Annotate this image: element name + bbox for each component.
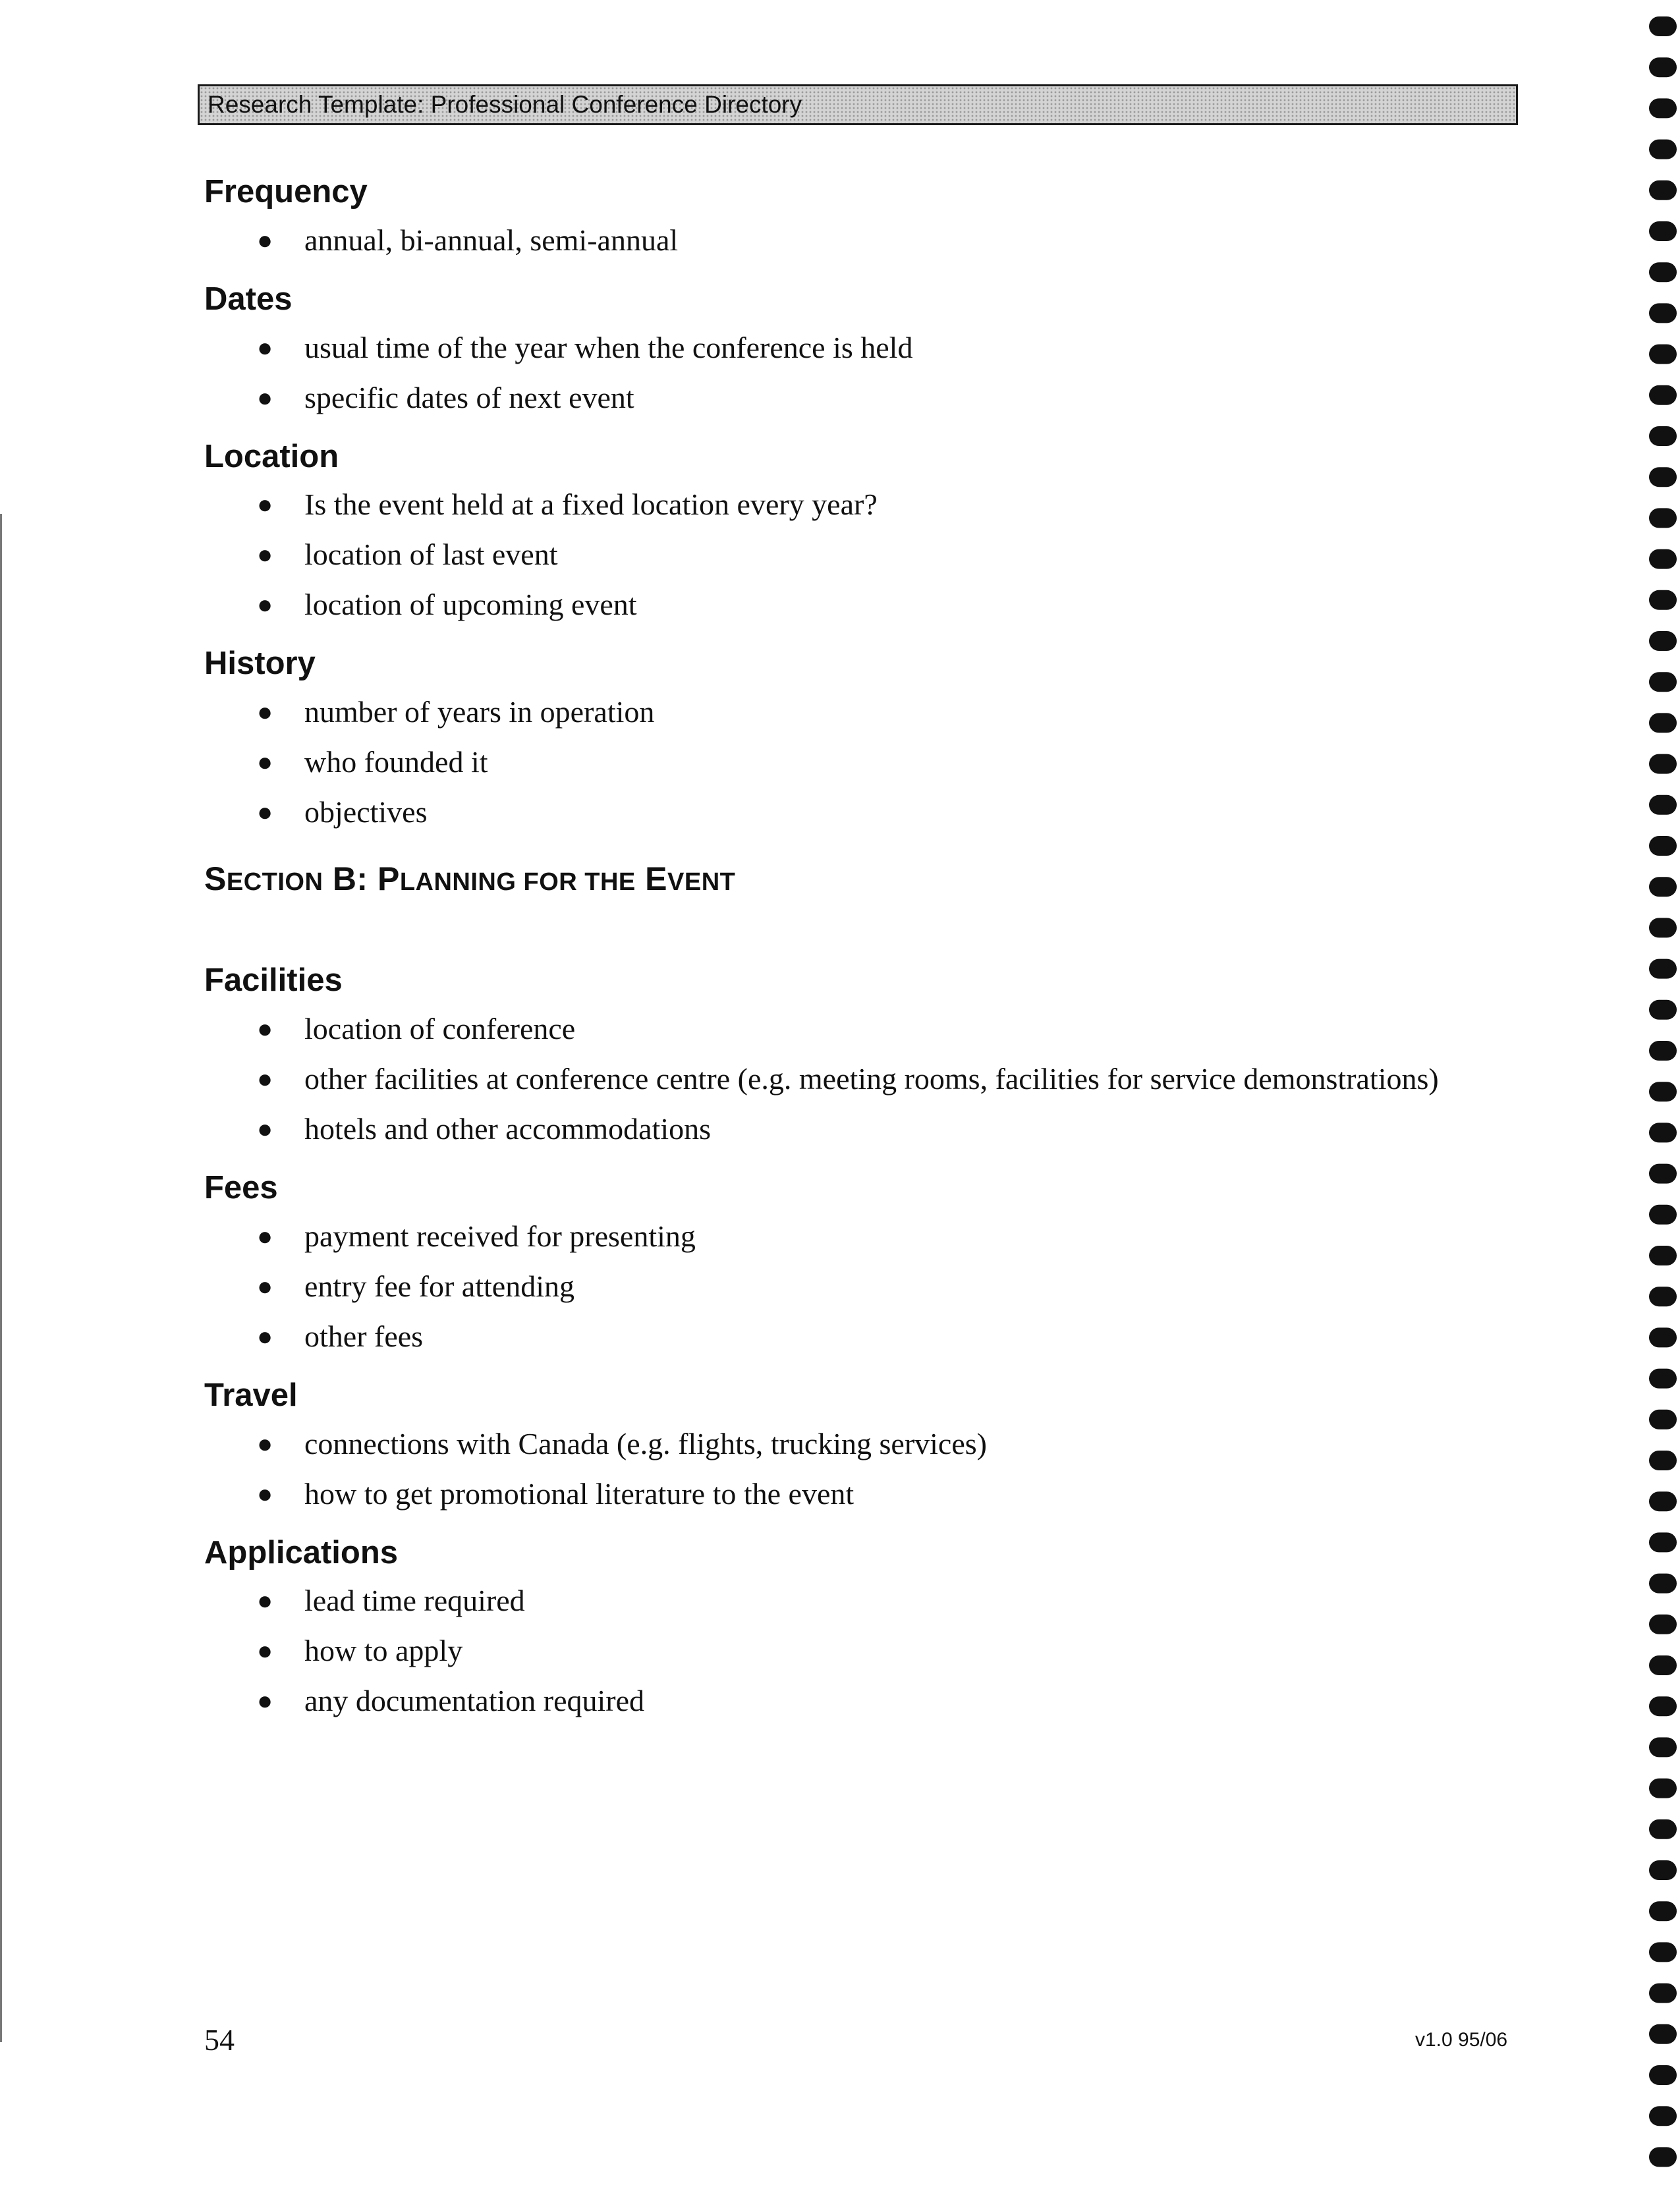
binding-hole [1649,590,1677,610]
binding-hole [1649,2024,1677,2044]
page-content [204,173,1522,1740]
binding-hole [1649,221,1677,241]
topic-heading: Frequency [204,174,368,209]
binding-hole [1649,754,1677,774]
list-item [204,1581,1522,1621]
topic-section [204,1169,1522,1356]
binding-hole [1649,1327,1677,1347]
list-item [204,328,1522,368]
binding-hole [1649,467,1677,487]
topic-section [204,280,1522,418]
binding-hole [1649,1696,1677,1716]
binding-hole [1649,140,1677,159]
bullet-list [204,221,1522,260]
list-item-text: annual, bi-annual, semi-annual [304,223,679,257]
list-item [204,1681,1522,1721]
binding-hole [1649,57,1677,77]
binding-hole [1649,1819,1677,1839]
binding-hole [1649,98,1677,118]
spiral-binding [1644,0,1680,2193]
binding-hole [1649,1491,1677,1511]
binding-hole [1649,385,1677,405]
list-item-text: Is the event held at a fixed location every year? [304,487,878,522]
binding-hole [1649,1410,1677,1430]
list-item [204,1009,1522,1049]
binding-hole [1649,672,1677,692]
list-item-text: how to get promotional literature to the event [304,1476,854,1511]
list-item-text: connections with Canada (e.g. flights, trucking services) [304,1426,987,1460]
binding-hole [1649,1369,1677,1389]
bullet-icon: ● [257,1271,273,1301]
list-item-text: payment received for presenting [304,1219,696,1253]
binding-hole [1649,2106,1677,2126]
binding-hole [1649,877,1677,897]
binding-hole [1649,1082,1677,1101]
bullet-icon: ● [257,1428,273,1458]
binding-hole [1649,2065,1677,2085]
bullet-icon: ● [257,697,273,727]
list-item [204,485,1522,524]
bullet-list [204,485,1522,625]
section-a-topics [204,173,1522,832]
list-item-text: number of years in operation [304,695,655,729]
binding-hole [1649,713,1677,733]
topic-heading: Applications [204,1534,399,1570]
list-item [204,378,1522,418]
list-item [204,585,1522,625]
document-header-bar [198,84,1518,125]
list-item-text: usual time of the year when the conference is held [304,330,913,364]
bullet-icon: ● [257,590,273,620]
list-item [204,742,1522,782]
binding-hole [1649,1615,1677,1634]
binding-hole [1649,1574,1677,1594]
binding-hole [1649,959,1677,979]
bullet-icon: ● [257,1321,273,1351]
bullet-icon: ● [257,1063,273,1094]
list-item [204,792,1522,832]
bullet-list [204,328,1522,418]
binding-hole [1649,345,1677,364]
bullet-icon: ● [257,489,273,520]
binding-hole [1649,1860,1677,1880]
binding-hole [1649,2147,1677,2167]
binding-hole [1649,1041,1677,1061]
bullet-icon: ● [257,225,273,255]
binding-hole [1649,508,1677,528]
bullet-icon: ● [257,1686,273,1716]
bullet-icon: ● [257,1113,273,1144]
bullet-list [204,1581,1522,1721]
binding-hole [1649,1123,1677,1142]
binding-hole [1649,1655,1677,1675]
topic-heading: Fees [204,1169,278,1206]
list-item-text: location of upcoming event [304,588,637,622]
topic-heading: History [204,646,316,682]
topic-heading: Travel [204,1377,298,1413]
list-item-text: hotels and other accommodations [304,1111,712,1146]
list-item [204,1631,1522,1671]
list-item-text: entry fee for attending [304,1269,574,1303]
bullet-icon: ● [257,1013,273,1043]
binding-hole [1649,1164,1677,1184]
topic-heading: Location [204,438,339,474]
list-item-text: location of conference [304,1011,576,1045]
bullet-icon: ● [257,332,273,362]
topic-heading: Facilities [204,962,343,999]
binding-hole [1649,795,1677,815]
binding-hole [1649,918,1677,937]
list-item [204,1109,1522,1149]
binding-hole [1649,262,1677,282]
topic-section [204,644,1522,832]
topic-section [204,1376,1522,1514]
binding-hole [1649,631,1677,651]
bullet-icon: ● [257,382,273,412]
bullet-list [204,1009,1522,1149]
bullet-icon: ● [257,540,273,570]
topic-section [204,173,1522,260]
topic-section [204,437,1522,625]
topic-section [204,1534,1522,1721]
binding-hole [1649,1287,1677,1306]
scan-edge-line [0,514,2,2042]
list-item-text: location of last event [304,538,558,572]
binding-hole [1649,1901,1677,1921]
list-item-text: lead time required [304,1584,525,1618]
list-item-text: how to apply [304,1634,463,1668]
section-b-heading: SECTION B: PLANNING FOR THE EVENT [204,860,736,898]
bullet-list [204,1424,1522,1514]
list-item [204,1267,1522,1306]
binding-hole [1649,549,1677,569]
list-item-text: other fees [304,1319,424,1353]
binding-hole [1649,1205,1677,1225]
binding-hole [1649,1000,1677,1020]
list-item [204,221,1522,260]
binding-hole [1649,1451,1677,1470]
binding-hole [1649,16,1677,36]
binding-hole [1649,1779,1677,1798]
list-item-text: specific dates of next event [304,380,634,414]
binding-hole [1649,1246,1677,1265]
binding-hole [1649,1532,1677,1552]
bullet-icon: ● [257,1586,273,1616]
binding-hole [1649,1984,1677,2003]
binding-hole [1649,180,1677,200]
page-number: 54 [204,2023,235,2057]
list-item-text: who founded it [304,745,488,779]
list-item-text: any documentation required [304,1684,645,1718]
topic-section [204,961,1522,1149]
binding-hole [1649,836,1677,856]
list-item-text: other facilities at conference centre (e.g. meeting rooms, facilities for service demonstrations) [304,1061,1439,1096]
bullet-list [204,1217,1522,1356]
bullet-icon: ● [257,747,273,777]
bullet-list [204,692,1522,832]
bullet-icon: ● [257,1636,273,1666]
section-b-topics [204,961,1522,1721]
bullet-icon: ● [257,1221,273,1251]
version-label: v1.0 95/06 [1415,2029,1508,2051]
document-header-title: Research Template: Professional Conference Directory [208,91,802,118]
list-item [204,1317,1522,1356]
binding-hole [1649,1737,1677,1757]
list-item [204,1474,1522,1514]
list-item-text: objectives [304,795,428,829]
list-item [204,1059,1522,1099]
list-item [204,1217,1522,1256]
binding-hole [1649,303,1677,323]
topic-heading: Dates [204,281,293,317]
binding-hole [1649,1942,1677,1962]
bullet-icon: ● [257,797,273,827]
binding-hole [1649,426,1677,446]
list-item [204,535,1522,574]
list-item [204,1424,1522,1464]
list-item [204,692,1522,732]
bullet-icon: ● [257,1478,273,1509]
